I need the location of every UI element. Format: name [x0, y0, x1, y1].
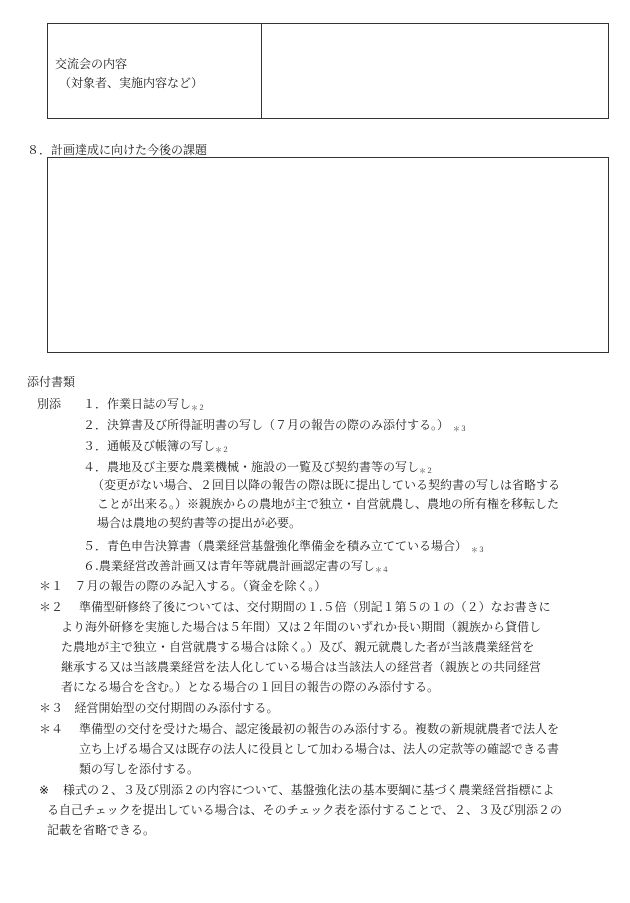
note-4-line-1: 準備型の交付を受けた場合、認定後最初の報告のみ添付する。複数の新規就農者で法人を [79, 722, 560, 736]
note-kome-line-1: 様式の２、３及び別添２の内容について、基盤強化法の基本要綱に基づく農業経営指標によ [63, 783, 555, 797]
attachments-prefix: 別添 [37, 397, 62, 411]
attachment-item-6: ６.農業経営改善計画又は青年等就農計画認定書の写し$_{*4}$ [83, 559, 389, 574]
note-2-line-1: 準備型研修終了後については、交付期間の１.５倍（別記１第５の１の（２）なお書きに [79, 600, 551, 614]
exchange-label: 交流会の内容 [55, 57, 128, 71]
note-2-mark: ＊２ [39, 600, 64, 614]
attachment-item-2: ２．決算書及び所得証明書の写し（７月の報告の際のみ添付する。） $_{*3}$ [83, 418, 467, 433]
exchange-table [47, 23, 609, 119]
attachment-item-3: ３．通帳及び帳簿の写し$_{*2}$ [83, 439, 230, 454]
exchange-label-cell [48, 24, 262, 118]
note-2-line-3: た農地が主で独立・自営就農する場合は除く。）及び、親元就農した者が当該農業経営を [61, 640, 535, 654]
item4-note-line-1: （変更がない場合、２回目以降の報告の際は既に提出している契約書の写しは省略する [92, 478, 561, 492]
item4-note-line-3: 場合は農地の契約書等の提出が必要。 [97, 516, 302, 530]
attachment-item-1: １．作業日誌の写し$_{*2}$ [83, 397, 206, 412]
exchange-content-cell[interactable] [262, 24, 608, 118]
future-issues-box[interactable] [47, 157, 609, 353]
note-3: ＊３ 経営開始型の交付期間のみ添付する。 [39, 701, 279, 715]
note-kome-mark: ※ [39, 783, 50, 797]
attachments-heading: 添付書類 [27, 375, 76, 389]
note-2-line-2: より海外研修を実施した場合は５年間）又は２年間のいずれか長い期間（親族から貸借し [61, 620, 542, 634]
note-kome-line-2: る自己チェックを提出している場合は、そのチェック表を添付することで、２、３及び別添２の [47, 803, 563, 817]
item4-note-line-2: ことが出来る。）※親族からの農地が主で独立・自営就農し、農地の所有権を移転した [97, 497, 560, 511]
section8-heading: ８．計画達成に向けた今後の課題 [27, 143, 208, 157]
note-4-mark: ＊４ [39, 722, 64, 736]
note-4-line-3: 類の写しを添付する。 [79, 762, 200, 776]
attachment-item-5: ５．青色申告決算書（農業経営基盤強化準備金を積み立てている場合） $_{*3}$ [83, 539, 485, 554]
attachment-item-4: ４．農地及び主要な農業機械・施設の一覧及び契約書等の写し$_{*2}$ [83, 460, 434, 475]
note-kome-line-3: 記載を省略できる。 [47, 823, 156, 837]
note-1: ＊１ ７月の報告の際のみ記入する。（資金を除く。） [39, 579, 327, 593]
exchange-label-note: （対象者、実施内容など） [59, 76, 204, 90]
note-2-line-4: 継承する又は当該農業経営を法人化している場合は当該法人の経営者（親族との共同経営 [61, 660, 542, 674]
note-2-line-5: 者になる場合を含む。）となる場合の１回目の報告の際のみ添付する。 [61, 680, 440, 694]
note-4-line-2: 立ち上げる場合又は既存の法人に役員として加わる場合は、法人の定款等の確認できる書 [79, 742, 560, 756]
